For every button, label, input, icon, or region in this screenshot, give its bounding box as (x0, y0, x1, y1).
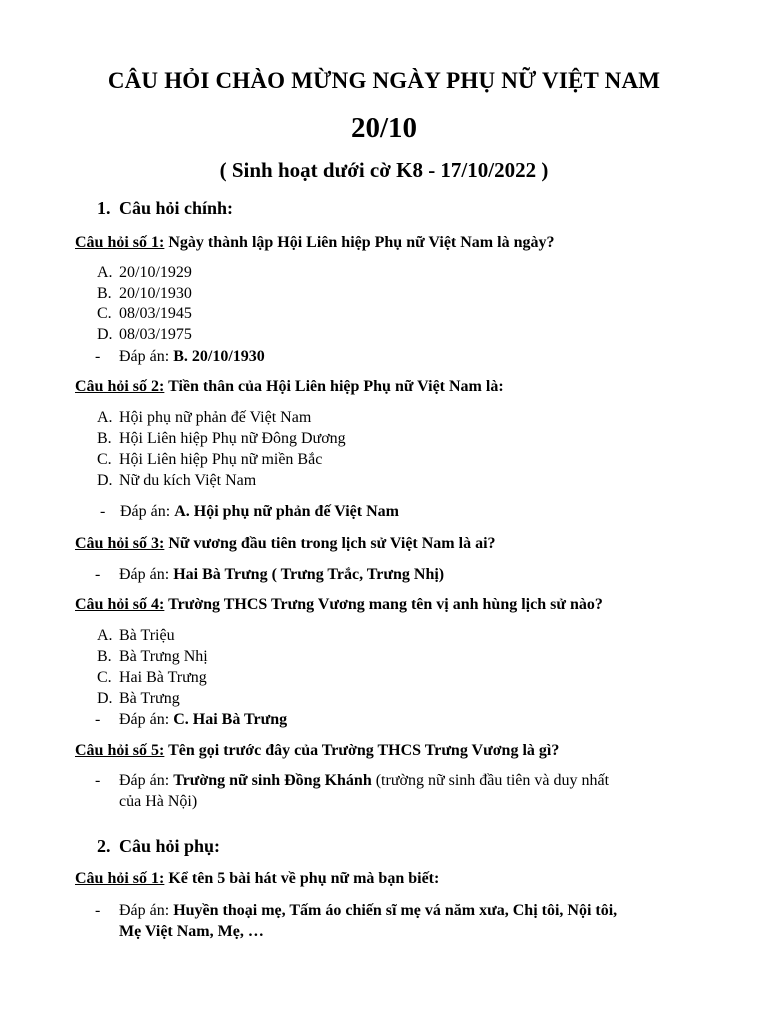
answer-3: - Đáp án: Hai Bà Trưng ( Trưng Trắc, Trưng Nhị) (95, 566, 445, 583)
answer-value: B. 20/10/1930 (173, 348, 265, 365)
section-heading-main (97, 198, 233, 219)
question-label: Câu hỏi số 5: (75, 742, 165, 759)
answer-value: Trường nữ sinh Đồng Khánh (173, 772, 372, 789)
answer-label: Đáp án: (120, 503, 171, 520)
answer-value: A. Hội phụ nữ phản đế Việt Nam (174, 503, 399, 520)
question-text: Tiền thân của Hội Liên hiệp Phụ nữ Việt Nam là: (168, 378, 504, 395)
section-title: Câu hỏi chính: (119, 198, 234, 218)
answer-note-continued: của Hà Nội) (119, 793, 198, 810)
question-label: Câu hỏi số 3: (75, 535, 165, 552)
option-b: B. Hội Liên hiệp Phụ nữ Đông Dương (97, 430, 346, 447)
section-number: 1. (97, 198, 111, 218)
option-a: A. Bà Triệu (97, 627, 175, 644)
question-label: Câu hỏi số 1: (75, 870, 165, 887)
option-c: C. Hội Liên hiệp Phụ nữ miền Bắc (97, 451, 323, 468)
secondary-question-1 (75, 870, 439, 888)
answer-4: - Đáp án: C. Hai Bà Trưng (95, 711, 288, 728)
question-label: Câu hỏi số 4: (75, 596, 165, 613)
answer-label: Đáp án: (119, 902, 170, 919)
question-text: Nữ vương đầu tiên trong lịch sử Việt Nam là ai? (168, 535, 496, 552)
option-b: B. 20/10/1930 (97, 285, 192, 302)
question-2 (75, 378, 504, 396)
question-1 (75, 234, 554, 252)
answer-2: - Đáp án: A. Hội phụ nữ phản đế Việt Nam (100, 503, 399, 520)
question-text: Ngày thành lập Hội Liên hiệp Phụ nữ Việt Nam là ngày? (168, 234, 555, 251)
question-5 (75, 742, 559, 760)
document-subtitle: ( Sinh hoạt dưới cờ K8 - 17/10/2022 ) (219, 158, 549, 182)
option-b: B. Bà Trưng Nhị (97, 648, 208, 665)
answer-label: Đáp án: (119, 772, 170, 789)
answer-note: (trường nữ sinh đầu tiên và duy nhất (375, 772, 610, 789)
answer-value: Hai Bà Trưng ( Trưng Trắc, Trưng Nhị) (173, 566, 445, 583)
question-text: Kể tên 5 bài hát về phụ nữ mà bạn biết: (168, 870, 440, 887)
answer-5: - Đáp án: Trường nữ sinh Đồng Khánh (trường nữ sinh đầu tiên và duy nhất (95, 772, 610, 789)
question-3 (75, 535, 496, 553)
option-d: D. Bà Trưng (97, 690, 180, 707)
document-title-date: 20/10 (350, 112, 418, 144)
answer-label: Đáp án: (119, 348, 170, 365)
answer-value: C. Hai Bà Trưng (173, 711, 288, 728)
secondary-answer-continued: Mẹ Việt Nam, Mẹ, … (119, 923, 264, 940)
option-d: D. 08/03/1975 (97, 326, 192, 343)
option-d: D. Nữ du kích Việt Nam (97, 472, 257, 489)
section-title: Câu hỏi phụ: (119, 836, 221, 856)
option-c: C. 08/03/1945 (97, 305, 192, 322)
document-title: CÂU HỎI CHÀO MỪNG NGÀY PHỤ NỮ VIỆT NAM (107, 68, 661, 93)
answer-value: Huyền thoại mẹ, Tấm áo chiến sĩ mẹ vá năm xưa, Chị tôi, Nội tôi, (173, 902, 618, 919)
question-text: Tên gọi trước đây của Trường THCS Trưng Vương là gì? (168, 742, 560, 759)
option-a: A. 20/10/1929 (97, 264, 192, 281)
answer-label: Đáp án: (119, 566, 170, 583)
answer-label: Đáp án: (119, 711, 170, 728)
question-label: Câu hỏi số 2: (75, 378, 165, 395)
section-number: 2. (97, 836, 111, 856)
secondary-answer-1: - Đáp án: Huyền thoại mẹ, Tấm áo chiến sĩ mẹ vá năm xưa, Chị tôi, Nội tôi, (95, 902, 618, 919)
question-text: Trường THCS Trưng Vương mang tên vị anh hùng lịch sử nào? (168, 596, 603, 613)
answer-1: - Đáp án: B. 20/10/1930 (95, 348, 265, 365)
section-heading-secondary (97, 836, 220, 857)
question-label: Câu hỏi số 1: (75, 234, 165, 251)
question-4 (75, 596, 603, 614)
option-c: C. Hai Bà Trưng (97, 669, 207, 686)
option-a: A. Hội phụ nữ phản đế Việt Nam (97, 409, 312, 426)
